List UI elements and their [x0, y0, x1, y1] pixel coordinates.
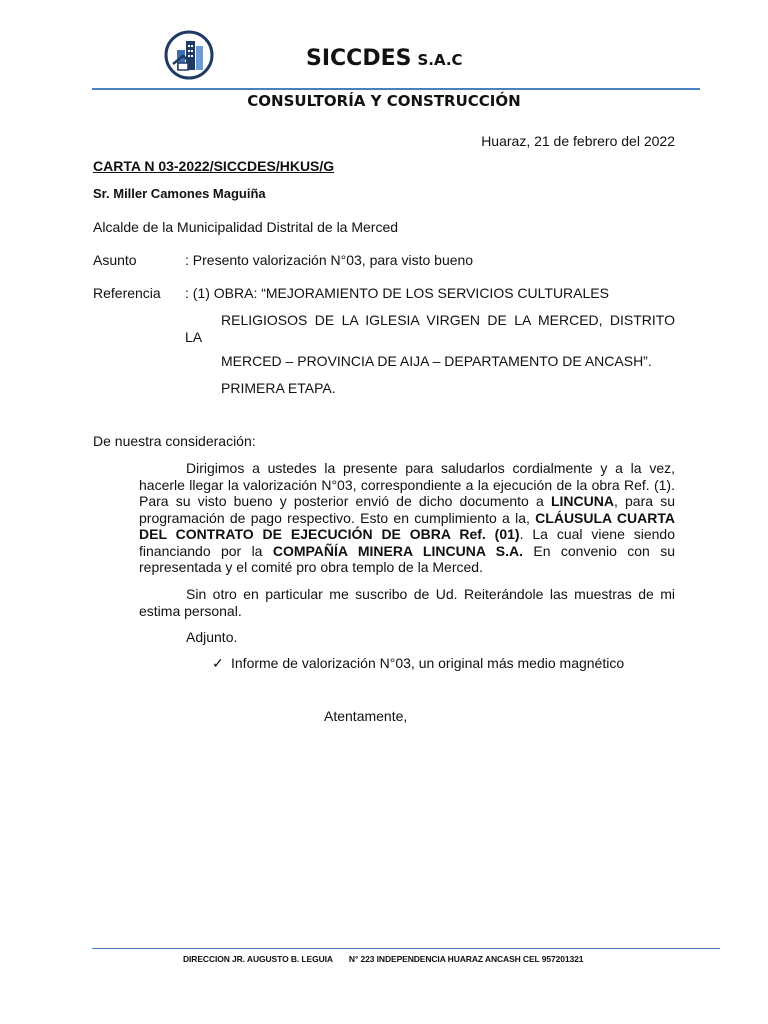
bold-clausula: CLÁUSULA CUARTA DEL CONTRATO DE EJECUCIÓN DE OBRA Ref. (01): [139, 509, 675, 542]
subject-label: Asunto: [93, 252, 137, 268]
reference-label: Referencia: [93, 285, 161, 301]
recipient-name: Sr. Miller Camones Maguiña: [93, 186, 266, 201]
checkmark-icon: ✓: [212, 655, 224, 671]
header-divider: [92, 88, 700, 90]
brand-name: SICCDES: [306, 46, 412, 71]
attachment-item: ✓ Informe de valorización N°03, un original más medio magnético: [212, 655, 625, 671]
greeting: De nuestra consideración:: [93, 433, 256, 449]
attachment-label: Adjunto.: [186, 629, 238, 645]
recipient-role: Alcalde de la Municipalidad Distrital de la Merced: [93, 219, 399, 235]
reference-line-4: MERCED – PROVINCIA DE AIJA – DEPARTAMENTO DE ANCASH”.: [221, 353, 652, 369]
reference-line-3: LA: [185, 329, 203, 345]
body-paragraph-1: Dirigimos a ustedes la presente para saludarlos cordialmente y a la vez, hacerle llegar la valorización N°03, correspondiente a la ejecución de la obra Ref. (1). Para su visto bueno y posterior envió de dicho documento a LINCUNA, para su programación de pago respectivo. Esto en cumplimiento a la, CLÁUSULA CUARTA DEL CONTRATO DE EJECUCIÓN DE OBRA Ref. (01). La cual viene siendo financiando por la COMPAÑÍA MINERA LINCUNA S.A. En convenio con su representada y el comité pro obra templo de la Merced.: [139, 460, 675, 575]
reference-line-5: PRIMERA ETAPA.: [221, 380, 336, 396]
reference-line-2: RELIGIOSOS DE LA IGLESIA VIRGEN DE LA MERCED, DISTRITO: [221, 312, 675, 328]
building-logo-icon: [164, 30, 214, 80]
subject-value: : Presento valorización N°03, para visto bueno: [185, 252, 474, 268]
letter-date: Huaraz, 21 de febrero del 2022: [481, 133, 675, 149]
company-brand: [306, 46, 463, 71]
bold-lincuna: LINCUNA: [550, 493, 614, 509]
company-subtitle: CONSULTORÍA Y CONSTRUCCIÓN: [247, 92, 521, 110]
footer-divider: [92, 948, 720, 949]
letter-reference-number: CARTA N 03-2022/SICCDES/HKUS/G: [93, 158, 335, 174]
brand-suffix: S.A.C: [417, 51, 463, 69]
bold-compania: COMPAÑÍA MINERA LINCUNA S.A.: [272, 542, 524, 559]
footer-address: DIRECCION JR. AUGUSTO B. LEGUIA N° 223 INDEPENDENCIA HUARAZ ANCASH CEL 957201321: [183, 954, 584, 964]
closing: Atentamente,: [324, 708, 408, 724]
reference-wrapped-text: [185, 312, 675, 346]
reference-line-1: : (1) OBRA: “MEJORAMIENTO DE LOS SERVICIOS CULTURALES: [185, 285, 609, 301]
body-paragraph-2: Sin otro en particular me suscribo de Ud. Reiterándole las muestras de mi estima personal.: [139, 586, 675, 619]
